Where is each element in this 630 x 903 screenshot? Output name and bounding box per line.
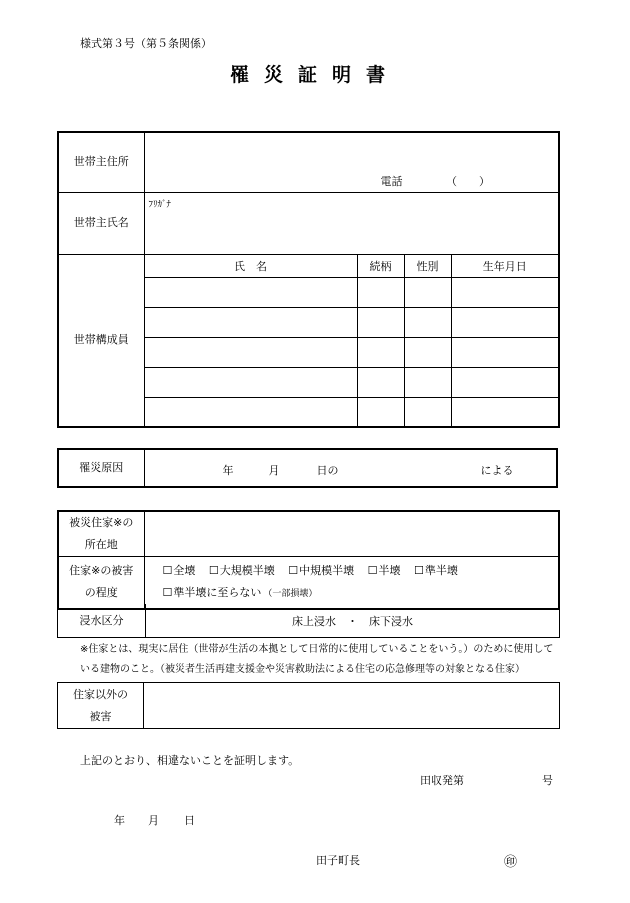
location-label-1: 被災住家※の — [69, 516, 134, 529]
degree-options — [144, 557, 559, 609]
member-name-cell[interactable] — [144, 337, 357, 367]
flood-table — [57, 604, 560, 638]
member-name-cell[interactable] — [144, 397, 357, 427]
seal-mark: ㊞ — [504, 855, 518, 870]
note-line-1: ※住家とは、現実に居住（世帯が生活の本拠として日常的に使用していることをいう。）のために使用して — [80, 644, 554, 655]
member-name-cell[interactable] — [144, 367, 357, 397]
member-birthdate-cell[interactable] — [451, 277, 559, 307]
column-name: 氏 名 — [144, 254, 357, 277]
degree-label-2: の程度 — [84, 586, 118, 600]
mayor-title: 田子町長 — [316, 854, 360, 867]
column-birthdate: 生年月日 — [451, 254, 559, 277]
member-name-cell[interactable] — [144, 307, 357, 337]
column-relationship: 続柄 — [357, 254, 404, 277]
member-relationship-cell[interactable] — [357, 337, 404, 367]
other-damage-field[interactable] — [144, 683, 560, 729]
form-number: 様式第３号（第５条関係） — [80, 37, 212, 50]
furigana-label: ﾌﾘｶﾞﾅ — [148, 199, 172, 210]
member-sex-cell[interactable] — [404, 307, 451, 337]
date-day: 日 — [184, 814, 195, 827]
degree-label-1: 住家※の被害 — [69, 564, 134, 578]
note-line-2: いる建物のこと。（被災者生活再建支援金や災害救助法による住宅の応急修理等の対象となる住家） — [80, 664, 525, 675]
name-label: 世帯主氏名 — [58, 192, 144, 254]
name-field[interactable] — [144, 192, 559, 254]
cause-day: 日の — [316, 464, 339, 477]
issue-suffix: 号 — [542, 774, 553, 787]
member-relationship-cell[interactable] — [357, 367, 404, 397]
date-month: 月 — [148, 814, 159, 827]
option-partial-damage[interactable]: ☐ 準半壊に至らない — [163, 582, 262, 604]
member-birthdate-cell[interactable] — [451, 307, 559, 337]
column-sex: 性別 — [404, 254, 451, 277]
other-damage-label-2: 被害 — [89, 709, 112, 723]
member-relationship-cell[interactable] — [357, 277, 404, 307]
phone-parens: （ ） — [446, 174, 490, 188]
address-field[interactable] — [144, 132, 559, 192]
address-label: 世帯主住所 — [58, 132, 144, 192]
option-large-scale-half[interactable]: ☐ 大規模半壊 — [209, 560, 275, 582]
cause-by: による — [480, 464, 514, 477]
option-medium-scale-half[interactable]: ☐ 中規模半壊 — [288, 560, 354, 582]
cause-table — [57, 448, 558, 488]
member-sex-cell[interactable] — [404, 367, 451, 397]
damage-table — [57, 510, 560, 610]
option-semi-half[interactable]: ☐ 準半壊 — [414, 560, 458, 582]
other-damage-table — [57, 682, 560, 729]
member-name-cell[interactable] — [144, 277, 357, 307]
member-sex-cell[interactable] — [404, 277, 451, 307]
flood-label: 浸水区分 — [58, 604, 146, 638]
members-label: 世帯構成員 — [58, 254, 144, 427]
member-birthdate-cell[interactable] — [451, 367, 559, 397]
cause-label: 罹災原因 — [58, 449, 144, 487]
member-sex-cell[interactable] — [404, 337, 451, 367]
household-table — [57, 131, 560, 428]
member-relationship-cell[interactable] — [357, 397, 404, 427]
cause-month: 月 — [268, 464, 280, 477]
other-damage-label-1: 住家以外の — [73, 687, 128, 701]
date-year: 年 — [114, 814, 125, 827]
flood-value[interactable]: 床上浸水 ・ 床下浸水 — [146, 604, 560, 638]
cause-field[interactable] — [144, 449, 557, 487]
option-half-collapse[interactable]: ☐ 半壊 — [368, 560, 401, 582]
member-sex-cell[interactable] — [404, 397, 451, 427]
issue-prefix: 田収発第 — [420, 774, 464, 787]
option-partial-note: （一部損壊） — [263, 588, 318, 599]
location-field[interactable] — [144, 511, 559, 557]
member-birthdate-cell[interactable] — [451, 337, 559, 367]
phone-label: 電話 — [380, 174, 403, 188]
page-title: 罹災証明書 — [229, 64, 400, 86]
certify-text: 上記のとおり、相違ないことを証明します。 — [80, 754, 300, 767]
member-relationship-cell[interactable] — [357, 307, 404, 337]
cause-year: 年 — [222, 464, 234, 477]
option-total-collapse[interactable]: ☐ 全壊 — [163, 560, 196, 582]
member-birthdate-cell[interactable] — [451, 397, 559, 427]
location-label-2: 所在地 — [84, 538, 118, 551]
